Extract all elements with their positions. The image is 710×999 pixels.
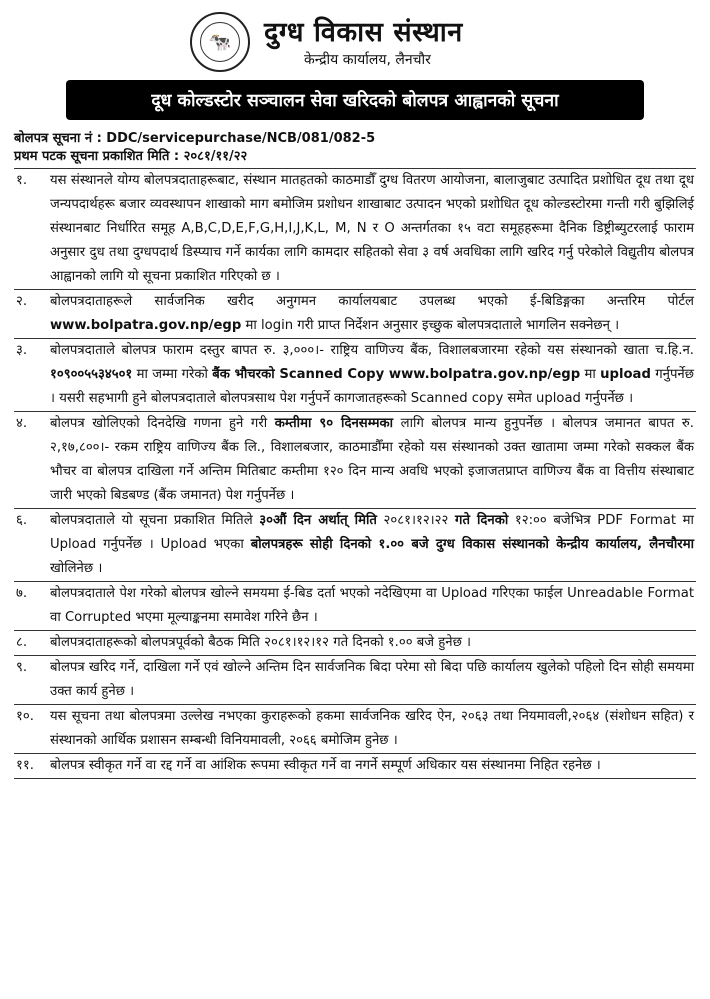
cow-emblem-icon: 🐄: [200, 22, 240, 62]
item-number: ९.: [16, 660, 28, 675]
notice-item: [14, 631, 696, 656]
notice-item: [14, 412, 696, 509]
item-text: बोलपत्रदाताले यो सूचना प्रकाशित मितिले ३०औं दिन अर्थात् मिति २०८१।१२।२२ गते दिनको १२:०० बजेभित्र PDF Format मा Upload गर्नुपर्नेछ । Upload भएका बोलपत्रहरू सोही दिनको १.०० बजे दुग्ध विकास संस्थानको केन्द्रीय कार्यालय, लैनचौरमा खोलिनेछ ।: [50, 513, 695, 576]
notice-item: [14, 290, 696, 339]
notice-item: [14, 754, 696, 779]
publish-date: प्रथम पटक सूचना प्रकाशित मिति : २०८१/११/२२: [14, 149, 248, 164]
item-text: बोलपत्रदाताले पेश गरेको बोलपत्र खोल्ने समयमा ई-बिड दर्ता भएको नदेखिएमा वा Upload गरिएका फाईल Unreadable Format वा Corrupted भएमा मूल्याङ्कनमा समावेश गरिने छैन ।: [50, 586, 694, 625]
item-number: १०.: [16, 709, 34, 724]
item-text: बोलपत्रदाताले बोलपत्र फाराम दस्तुर बापत रु. ३,०००।- राष्ट्रिय वाणिज्य बैंक, विशालबजारमा रहेको यस संस्थानको खाता च.हि.न. १०९००५५३४५०१ मा जम्मा गरेको बैंक भौचरको Scanned Copy www.bolpatra.gov.np/egp मा upload गर्नुपर्नेछ । यसरी सहभागी हुने बोलपत्रदाताले बोलपत्रसाथ पेश गर्नुपर्ने कागजातहरूको Scanned copy समेत upload गर्नुपर्नेछ ।: [50, 343, 695, 406]
notice-number: बोलपत्र सूचना नं : DDC/servicepurchase/NCB/081/082-5: [14, 131, 376, 146]
item-text: बोलपत्र खरिद गर्ने, दाखिला गर्ने एवं खोल्ने अन्तिम दिन सार्वजनिक बिदा परेमा सो बिदा पछि कार्यालय खुलेको पहिलो दिन सोही समयमा उक्त कार्य हुनेछ ।: [50, 660, 694, 699]
notice-title: दूध कोल्डस्टोर सञ्चालन सेवा खरिदको बोलपत्र आह्वानको सूचना: [66, 80, 644, 120]
item-number: २.: [16, 294, 28, 309]
organization-name: दुग्ध विकास संस्थान: [264, 17, 463, 48]
item-number: ४.: [16, 416, 28, 431]
item-number: ८.: [16, 635, 28, 650]
item-number: ११.: [16, 758, 34, 773]
item-text: यस संस्थानले योग्य बोलपत्रदाताहरूबाट, संस्थान मातहतको काठमाडौँ दुग्ध वितरण आयोजना, बालाजुबाट उत्पादित प्रशोधित दूध तथा दूध जन्यपदार्थहरू बजार व्यवस्थापन शाखाको माग बमोजिम प्रशोधन शाखाबाट उत्पादन भएको प्रशोधित दूध कोल्डस्टोरमा गन्ती गरी बुझिलिई संस्थानबाट निर्धारित समूह A,B,C,D,E,F,G,H,I,J,K,L, M, N र O अन्तर्गतका १५ वटा समूहहरूमा दैनिक डिष्ट्रीब्युटरलाई फाराम अनुसार दुध तथा दुग्धपदार्थ डिस्प्याच गर्ने कार्यका लागि कामदार सहितको सेवा ३ वर्ष अवधिका लागि खरिद गर्नु परेकोले विद्युतीय बोलपत्र आह्वानको लागि यो सूचना प्रकाशित गरिएको छ ।: [50, 173, 694, 284]
item-number: ७.: [16, 586, 28, 601]
item-text: बोलपत्रदाताहरूले सार्वजनिक खरीद अनुगमन कार्यालयबाट उपलब्ध भएको ई-बिडिङ्गका अन्तरिम पोर्टल www.bolpatra.gov.np/egp मा login गरी प्राप्त निर्देशन अनुसार इच्छुक बोलपत्रदाताले भागलिन सक्नेछन् ।: [50, 294, 694, 333]
notice-item: [14, 705, 696, 754]
notice-items: [14, 168, 696, 779]
office-name: केन्द्रीय कार्यालय, लैनचौर: [304, 52, 431, 68]
header: [14, 0, 696, 78]
item-text: बोलपत्र खोलिएको दिनदेखि गणना हुने गरी कम्तीमा ९० दिनसम्मका लागि बोलपत्र मान्य हुनुपर्नेछ । बोलपत्र जमानत बापत रु. २,१७,८००।- रकम राष्ट्रिय वाणिज्य बैंक लि., विशालबजार, काठमाडौँमा रहेको यस संस्थानको उक्त खातामा जम्मा गरेको सक्कल बैंक भौचर वा बोलपत्र दाखिला गर्ने अन्तिम मितिबाट कम्तीमा १२० दिन मान्य अवधि भएको इजाजतप्राप्त वाणिज्य बैंक वा वित्तीय संस्थाबाट जारी भएको बिडबण्ड (बैंक जमानत) पेश गर्नुपर्नेछ ।: [50, 416, 694, 503]
item-number: ३.: [16, 343, 28, 358]
item-number: ६.: [16, 513, 28, 528]
notice-item: [14, 509, 696, 582]
organization-logo: [190, 12, 250, 72]
item-number: १.: [16, 173, 28, 188]
item-text: बोलपत्रदाताहरूको बोलपत्रपूर्वको बैठक मिति २०८१।१२।१२ गते दिनको १.०० बजे हुनेछ ।: [50, 635, 472, 650]
notice-meta: [14, 130, 696, 166]
notice-item: [14, 169, 696, 290]
item-text: यस सूचना तथा बोलपत्रमा उल्लेख नभएका कुराहरूको हकमा सार्वजनिक खरिद ऐन, २०६३ तथा नियमावली,२०६४ (संशोधन सहित) र संस्थानको आर्थिक प्रशासन सम्बन्धी विनियमावली, २०६६ बमोजिम हुनेछ ।: [50, 709, 694, 748]
notice-item: [14, 339, 696, 412]
notice-item: [14, 582, 696, 631]
notice-item: [14, 656, 696, 705]
item-text: बोलपत्र स्वीकृत गर्ने वा रद्द गर्ने वा आंशिक रूपमा स्वीकृत गर्ने वा नगर्ने सम्पूर्ण अधिकार यस संस्थानमा निहित रहनेछ ।: [50, 758, 601, 773]
